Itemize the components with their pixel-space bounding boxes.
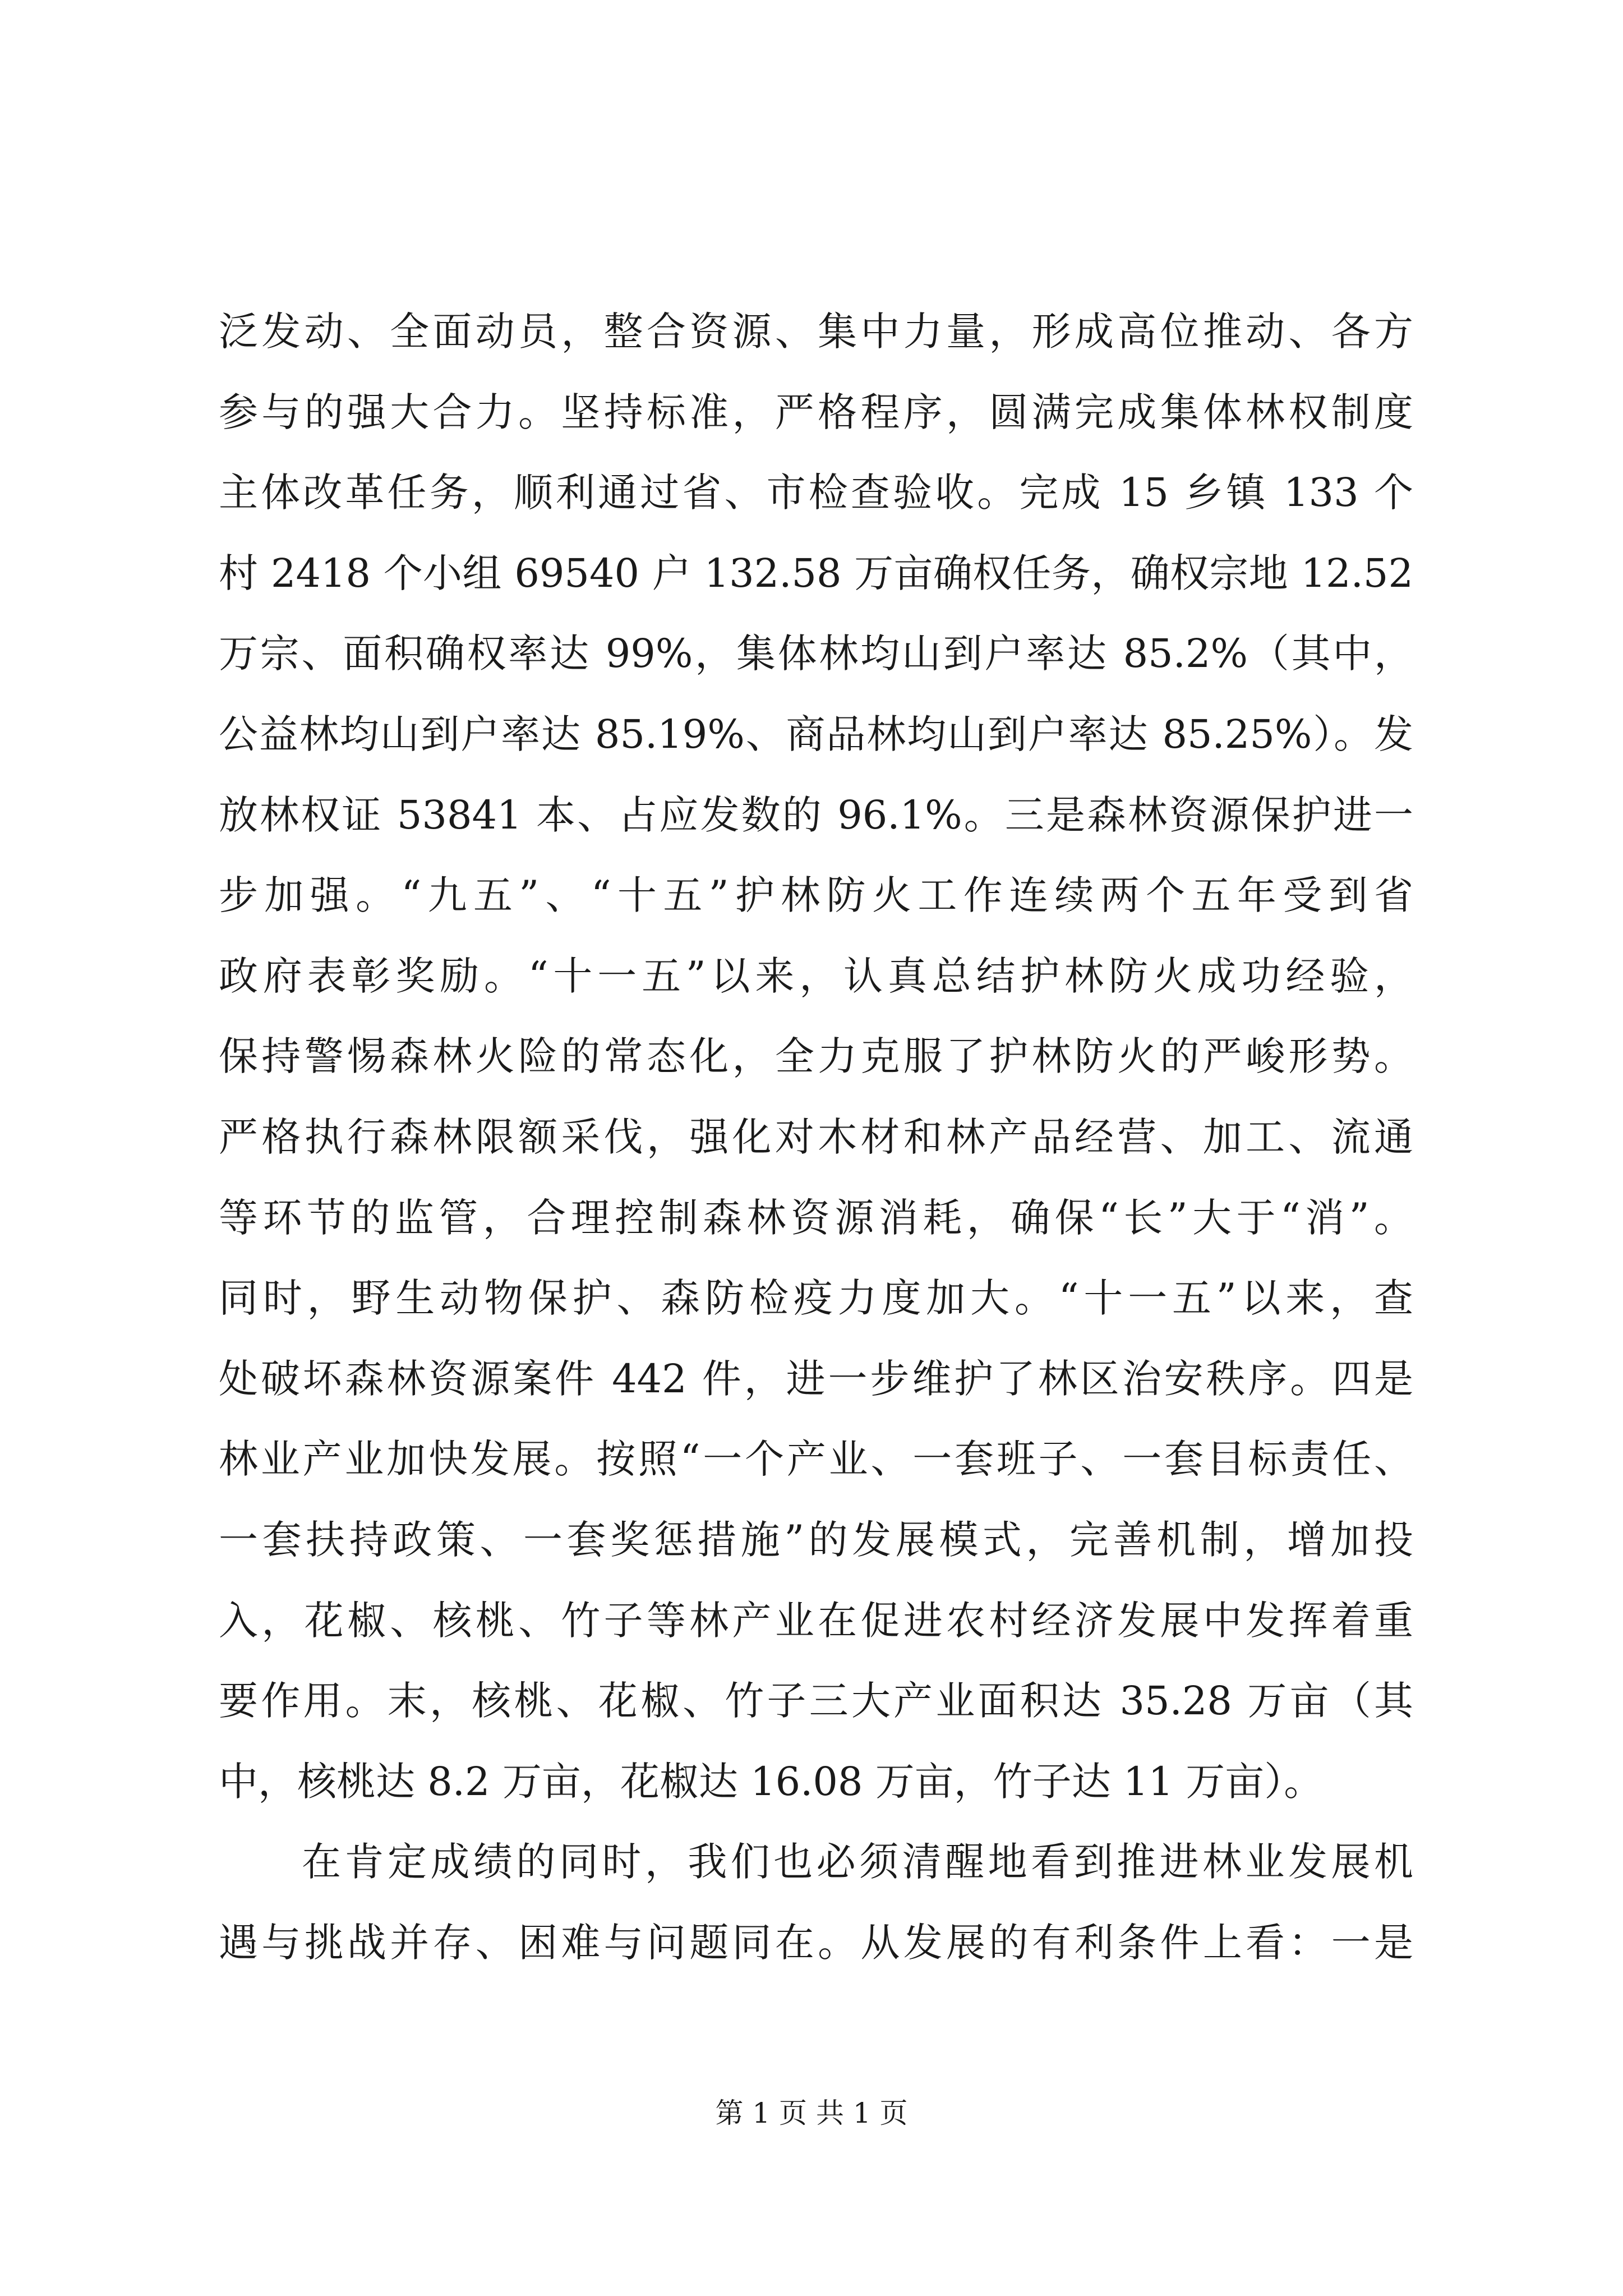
text-line: 保持警惕森林火险的常态化，全力克服了护林防火的严峻形势。 xyxy=(219,1033,1413,1080)
text-line: 严格执行森林限额采伐，强化对木材和林产品经营、加工、流通 xyxy=(219,1114,1413,1160)
text-line: 公益林均山到户率达 85.19%、商品林均山到户率达 85.25%）。发 xyxy=(219,711,1413,757)
text-line: 参与的强大合力。坚持标准，严格程序，圆满完成集体林权制度 xyxy=(219,389,1413,435)
text-line: 入，花椒、核桃、竹子等林产业在促进农村经济发展中发挥着重 xyxy=(219,1597,1413,1644)
text-line: 一套扶持政策、一套奖惩措施”的发展模式，完善机制，增加投 xyxy=(219,1516,1413,1563)
text-line: 等环节的监管，合理控制森林资源消耗，确保“长”大于“消”。 xyxy=(219,1194,1413,1241)
text-line: 政府表彰奖励。“十一五”以来，认真总结护林防火成功经验， xyxy=(219,953,1413,999)
text-line: 中，核桃达 8.2 万亩，花椒达 16.08 万亩，竹子达 11 万亩）。 xyxy=(219,1758,1324,1805)
paragraph-start-line: 在肯定成绩的同时，我们也必须清醒地看到推进林业发展机 xyxy=(302,1839,1413,1885)
body-text xyxy=(219,292,1413,1983)
text-line: 遇与挑战并存、困难与问题同在。从发展的有利条件上看：一是 xyxy=(219,1919,1413,1966)
text-line: 泛发动、全面动员，整合资源、集中力量，形成高位推动、各方 xyxy=(219,309,1413,355)
text-line: 同时，野生动物保护、森防检疫力度加大。“十一五”以来，查 xyxy=(219,1275,1413,1322)
text-line: 要作用。末，核桃、花椒、竹子三大产业面积达 35.28 万亩（其 xyxy=(219,1678,1413,1724)
text-line: 步加强。“九五”、“十五”护林防火工作连续两个五年受到省 xyxy=(219,872,1413,919)
text-line: 主体改革任务，顺利通过省、市检查验收。完成 15 乡镇 133 个 xyxy=(219,470,1413,516)
text-line: 放林权证 53841 本、占应发数的 96.1%。三是森林资源保护进一 xyxy=(219,792,1413,838)
page-footer: 第 1 页 共 1 页 xyxy=(715,2097,908,2129)
text-line: 林业产业加快发展。按照“一个产业、一套班子、一套目标责任、 xyxy=(219,1436,1413,1483)
text-line: 万宗、面积确权率达 99%，集体林均山到户率达 85.2%（其中， xyxy=(219,631,1413,677)
text-line: 处破坏森林资源案件 442 件，进一步维护了林区治安秩序。四是 xyxy=(219,1355,1413,1402)
text-line: 村 2418 个小组 69540 户 132.58 万亩确权任务，确权宗地 12.52 xyxy=(219,550,1413,596)
